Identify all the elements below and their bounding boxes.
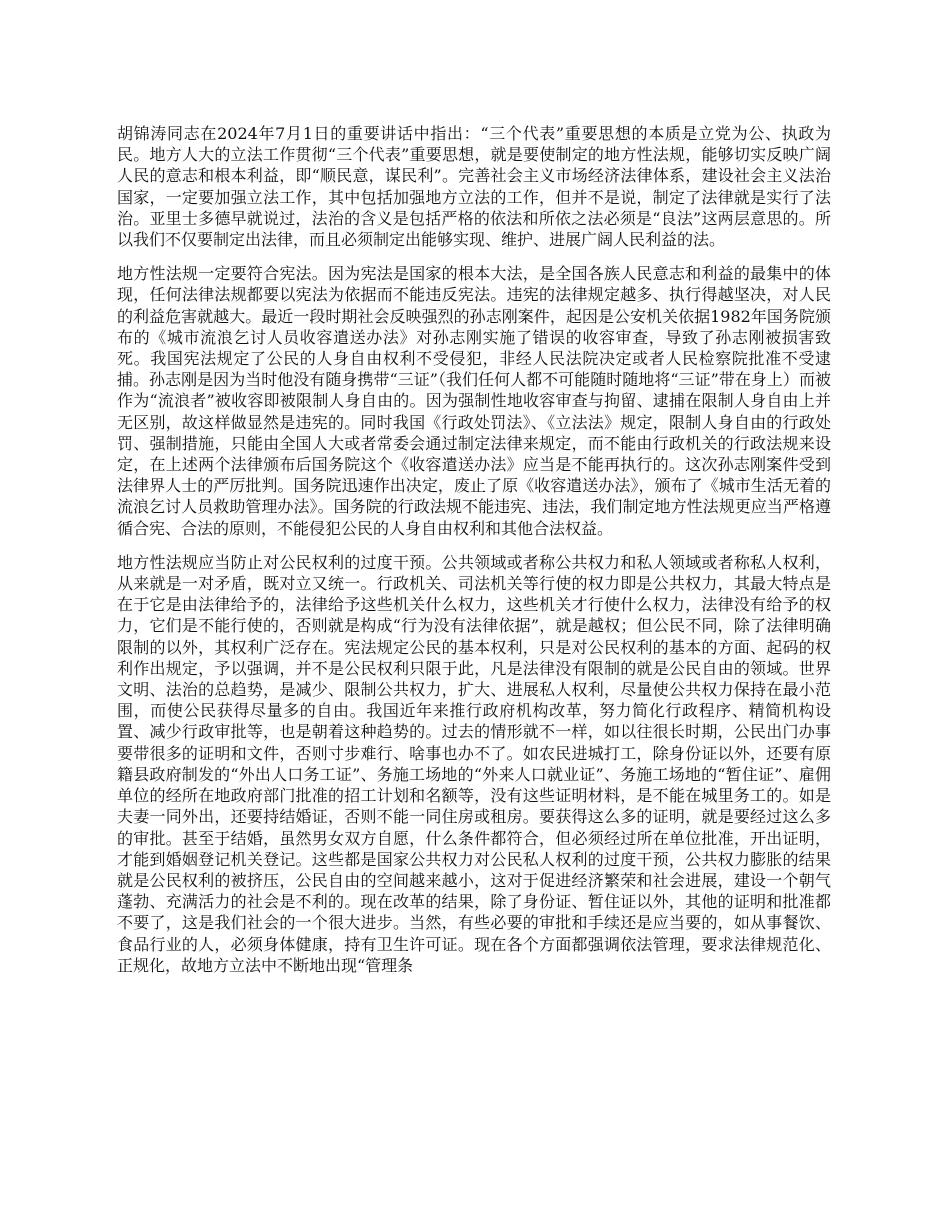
paragraph-2: 地方性法规一定要符合宪法。因为宪法是国家的根本大法，是全国各族人民意志和利益的最集中的体现，任何法律法规都要以宪法为依据而不能违反宪法。违宪的法律规定越多、执行得越坚决，对人民的利益危害就越大。最近一段时期社会反映强烈的孙志刚案件，起因是公安机关依据1982年国务院颁布的《城市流浪乞讨人员收容遣送办法》对孙志刚实施了错误的收容审查，导致了孙志刚被损害致死。我国宪法规定了公民的人身自由权利不受侵犯，非经人民法院决定或者人民检察院批准不受逮捕。孙志刚是因为当时他没有随身携带“三证”（我们任何人都不可能随时随地将“三证”带在身上）而被作为“流浪者”被收容即被限制人身自由的。因为强制性地收容审查与拘留、逮捕在限制人身自由上并无区别，故这样做显然是违宪的。同时我国《行政处罚法》、《立法法》规定，限制人身自由的行政处罚、强制措施，只能由全国人大或者常委会通过制定法律来规定，而不能由行政机关的行政法规来设定，在上述两个法律颁布后国务院这个《收容遣送办法》应当是不能再执行的。这次孙志刚案件受到法律界人士的严厉批判。国务院迅速作出决定，废止了原《收容遣送办法》，颁布了《城市生活无着的流浪乞讨人员救助管理办法》。国务院的行政法规不能违宪、违法，我们制定地方性法规更应当严格遵循合宪、合法的原则，不能侵犯公民的人身自由权利和其他合法权益。 xyxy=(117,264,831,538)
paragraph-3: 地方性法规应当防止对公民权利的过度干预。公共领域或者称公共权力和私人领域或者称私人权利，从来就是一对矛盾，既对立又统一。行政机关、司法机关等行使的权力即是公共权力，其最大特点是在于它是由法律给予的，法律给予这些机关什么权力，这些机关才行使什么权力，法律没有给予的权力，它们是不能行使的，否则就是构成“行为没有法律依据”，就是越权；但公民不同，除了法律明确限制的以外，其权利广泛存在。宪法规定公民的基本权利，只是对公民权利的基本的方面、起码的权利作出规定，予以强调，并不是公民权利只限于此，凡是法律没有限制的就是公民自由的领域。世界文明、法治的总趋势，是减少、限制公共权力，扩大、进展私人权利，尽量使公共权力保持在最小范围，而使公民获得尽量多的自由。我国近年来推行政府机构改革，努力简化行政程序、精简机构设置、减少行政审批等，也是朝着这种趋势的。过去的情形就不一样，如以往很长时期，公民出门办事要带很多的证明和文件，否则寸步难行、啥事也办不了。如农民进城打工，除身份证以外，还要有原籍县政府制发的“外出人口务工证”、务施工场地的“外来人口就业证”、务施工场地的“暂住证”、雇佣单位的经所在地政府部门批准的招工计划和名额等，没有这些证明材料，是不能在城里务工的。如是夫妻一同外出，还要持结婚证，否则不能一同住房或租房。要获得这么多的证明，就是要经过这么多的审批。甚至于结婚，虽然男女双方自愿，什么条件都符合，但必须经过所在单位批准，开出证明，才能到婚姻登记机关登记。这些都是国家公共权力对公民私人权利的过度干预，公共权力膨胀的结果就是公民权利的被挤压，公民自由的空间越来越小，这对于促进经济繁荣和社会进展，建设一个朝气蓬勃、充满活力的社会是不利的。现在改革的结果，除了身份证、暂住证以外，其他的证明和批准都不要了，这是我们社会的一个很大进步。当然，有些必要的审批和手续还是应当要的，如从事餐饮、食品行业的人，必须身体健康，持有卫生许可证。现在各个方面都强调依法管理，要求法律规范化、正规化，故地方立法中不断地出现“管理条 xyxy=(117,552,831,975)
document-body xyxy=(117,123,831,989)
paragraph-1: 胡锦涛同志在2024年7月1日的重要讲话中指出：“三个代表”重要思想的本质是立党为公、执政为民。地方人大的立法工作贯彻“三个代表”重要思想，就是要使制定的地方性法规，能够切实反映广阔人民的意志和根本利益，即“顺民意，谋民利”。完善社会主义市场经济法律体系，建设社会主义法治国家，一定要加强立法工作，其中包括加强地方立法的工作，但并不是说，制定了法律就是实行了法治。亚里士多德早就说过，法治的含义是包括严格的依法和所依之法必须是“良法”这两层意思的。所以我们不仅要制定出法律，而且必须制定出能够实现、维护、进展广阔人民利益的法。 xyxy=(117,124,831,250)
